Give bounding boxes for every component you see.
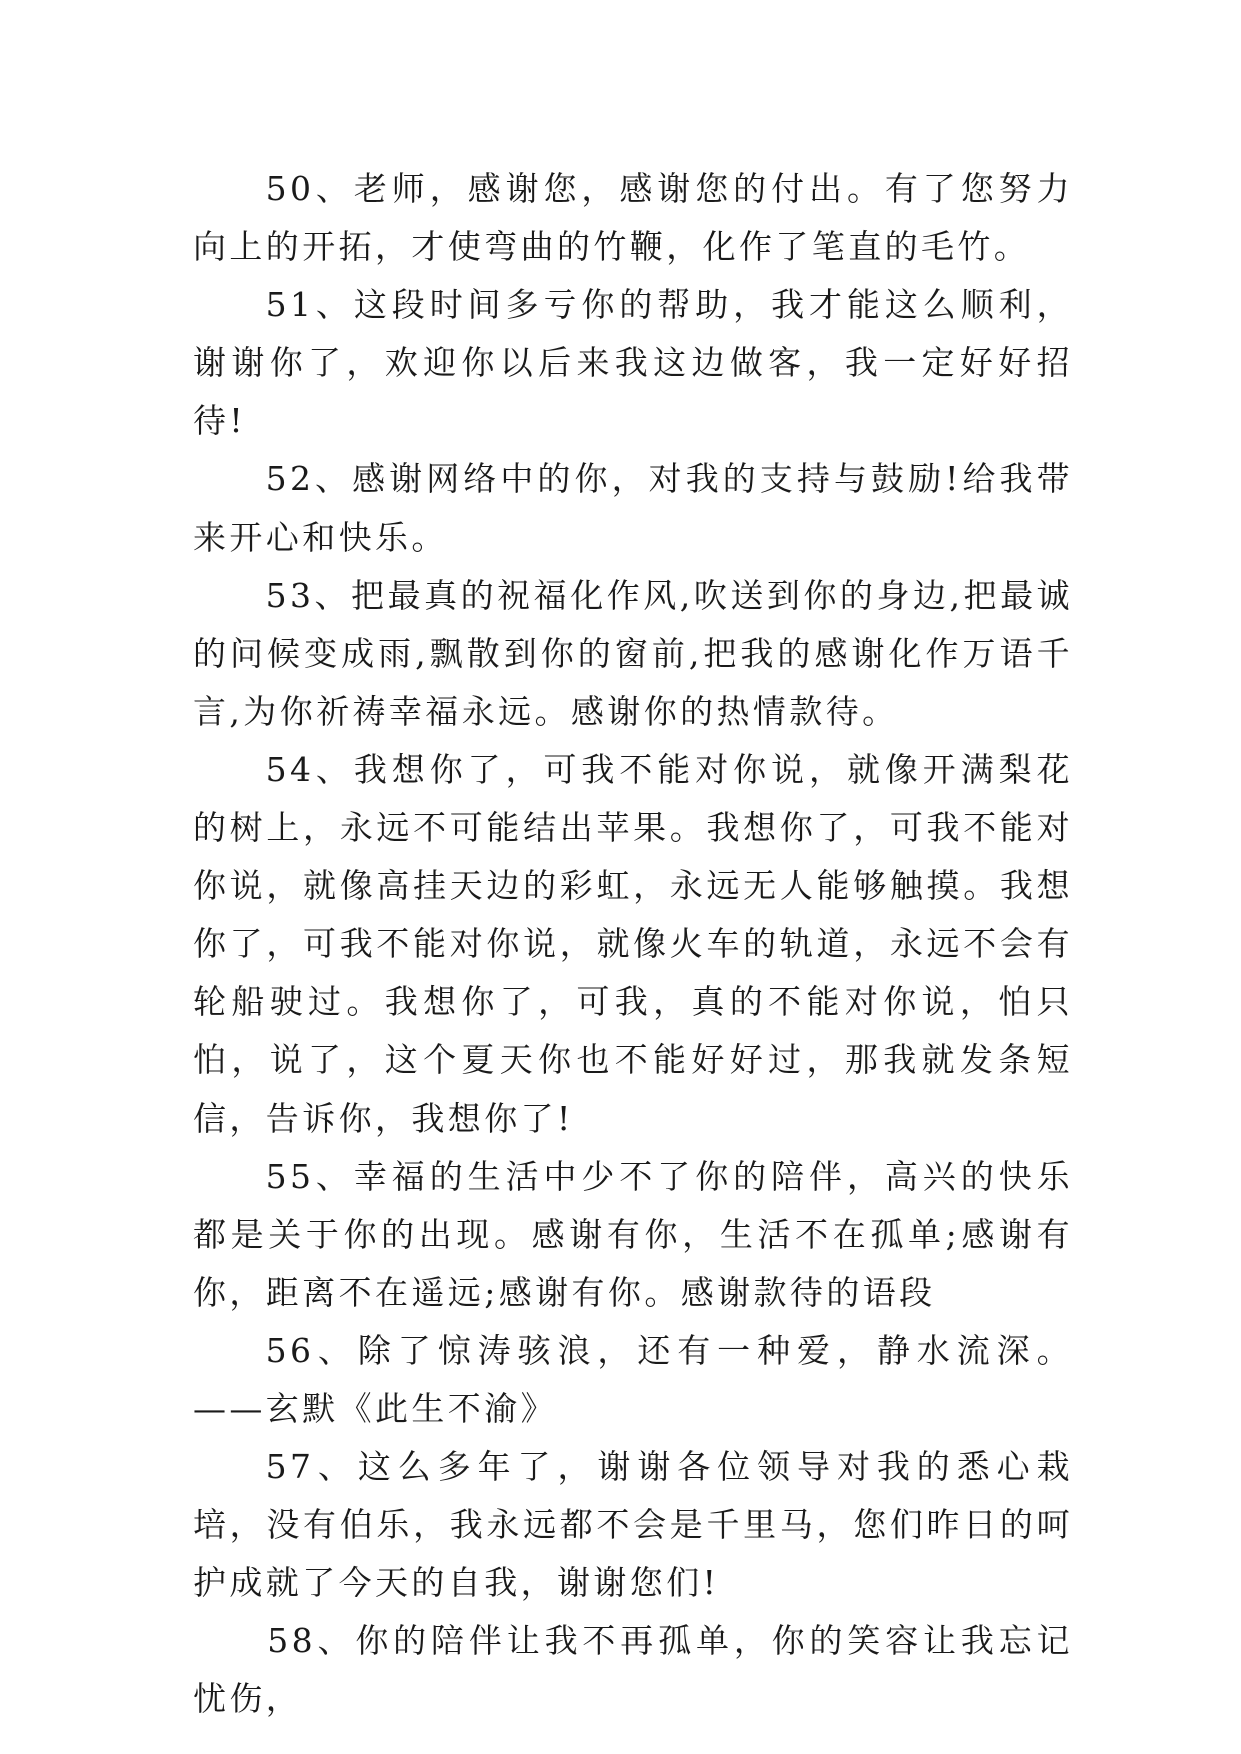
paragraph-52: 52、感谢网络中的你，对我的支持与鼓励!给我带来开心和快乐。 bbox=[193, 459, 1073, 557]
paragraph-54: 54、我想你了，可我不能对你说，就像开满梨花的树上，永远不可能结出苹果。我想你了，可我不能对你说，就像高挂天边的彩虹，永远无人能够触摸。我想你了，可我不能对你说，就像火车的轨道，永远不会有轮船驶过。我想你了，可我，真的不能对你说，怕只怕，说了，这个夏天你也不能好好过，那我就发条短信，告诉你，我想你了! bbox=[193, 749, 1073, 1138]
paragraph-57: 57、这么多年了，谢谢各位领导对我的悉心栽培，没有伯乐，我永远都不会是千里马，您们昨日的呵护成就了今天的自我，谢谢您们! bbox=[193, 1447, 1073, 1603]
paragraph-53: 53、把最真的祝福化作风,吹送到你的身边,把最诚的问候变成雨,飘散到你的窗前,把我的感谢化作万语千言,为你祈祷幸福永远。感谢你的热情款待。 bbox=[193, 575, 1073, 731]
paragraph-56: 56、除了惊涛骇浪，还有一种爱，静水流深。——玄默《此生不渝》 bbox=[193, 1330, 1073, 1428]
paragraph-58: 58、你的陪伴让我不再孤单，你的笑容让我忘记忧伤， bbox=[193, 1621, 1073, 1719]
paragraph-55: 55、幸福的生活中少不了你的陪伴，高兴的快乐都是关于你的出现。感谢有你，生活不在孤单;感谢有你，距离不在遥远;感谢有你。感谢款待的语段 bbox=[193, 1156, 1073, 1312]
paragraph-51: 51、这段时间多亏你的帮助，我才能这么顺利，谢谢你了，欢迎你以后来我这边做客，我一定好好招待! bbox=[193, 285, 1073, 441]
paragraph-50: 50、老师，感谢您，感谢您的付出。有了您努力向上的开拓，才使弯曲的竹鞭，化作了笔直的毛竹。 bbox=[193, 169, 1073, 267]
document-body bbox=[193, 160, 1073, 1729]
